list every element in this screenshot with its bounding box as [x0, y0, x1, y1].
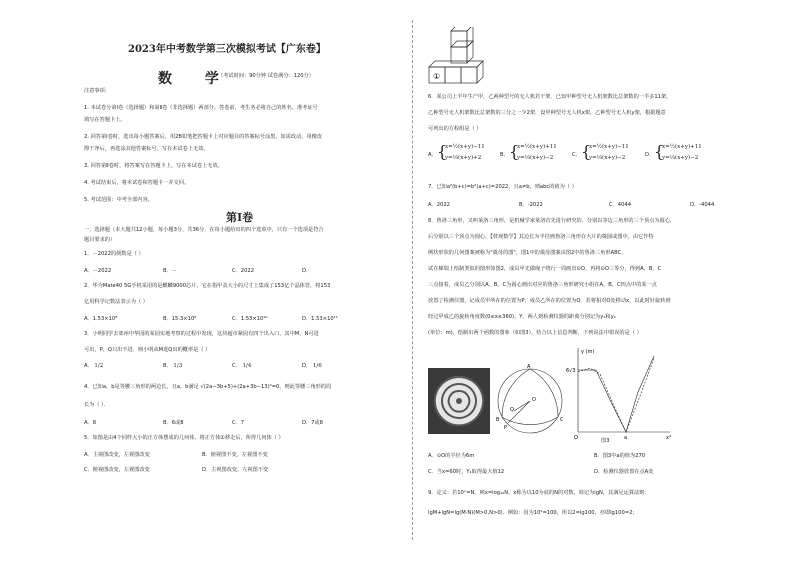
column-divider [412, 20, 413, 540]
q1-option-d: D． [302, 268, 312, 274]
q6-option-c-letter: C． [572, 152, 581, 158]
q7-option-d: D．-4044 [690, 202, 715, 208]
q3-option-b-label: B． [163, 363, 172, 369]
q6-option-d-letter: D． [645, 152, 655, 158]
q5-option-d: D．主视图改变，左视图不变 [202, 467, 269, 473]
q6-d-eq2: y=⅓(x+y)−2 [662, 155, 699, 161]
section-intro: 一、选择题（本大题共12小题，每小题3分，共36分．在每小题给出的四个选项中，只有一个选项是符合 [84, 227, 324, 233]
q6-system-brace: { [509, 142, 520, 161]
y-axis-label: y (m) [581, 349, 595, 355]
q3-option-c: C． 1/4 [232, 363, 252, 369]
q6-a-eq2: y=⅓(x+y)+2 [445, 155, 482, 161]
question-6-cont: 可列出的方程组是（ ） [428, 126, 482, 132]
q8-option-c: C．当x=60时，Y₁取得最大值12 [428, 469, 505, 475]
reuleaux-figure [494, 363, 566, 439]
q5-option-a: A．主视图改变，左视图改变 [84, 452, 150, 458]
note-line: 2. 回答第Ⅰ卷时，选出每小题答案后，用2B铅笔把答题卡上对应题目的答案标号涂黑。如需改动，用橡皮 [84, 134, 323, 140]
q3-option-a-label: A． [84, 363, 93, 369]
q5-option-b: B．俯视图不变，左视图不变 [202, 452, 268, 458]
note-line: 4. 考试结束后，将本试卷和答题卡一并交回。 [84, 180, 190, 186]
question-8-line: 后分别以三个顶点为圆心，【枕观数学】其边长为半径画鲁洛三角形在大片的奠圆或图中，由它作特 [428, 234, 654, 240]
label-b: B [496, 417, 500, 423]
q4-option-c: C．7 [232, 420, 245, 426]
q3-option-d: D． 1/6 [302, 363, 322, 369]
exam-title: 2023年中考数学第三次模拟考试【广东卷】 [128, 44, 326, 55]
q1-option-a: A．－2022 [84, 268, 112, 274]
q1-option-b: B．－ [163, 268, 177, 274]
q8-option-b: B．图3中a的值为270 [594, 453, 646, 459]
question-7: 7．已知a²(b+c)=b²(a+c)=2022，且a≠b，则abc的值为（ ） [428, 184, 577, 190]
question-8-line: 三点接着，成员乙分别以A，B，C为圆心画出对应的鲁洛三角形研究小组在A，B，C四点中的某一点 [428, 282, 657, 288]
question-9: 9．定义：若10ˣ=N，则x=log₁₀N，x称为以10为底的N的对数，简记为lgN，其满足运算法则： [428, 490, 650, 496]
question-1: 1．－2022的倒数是（ ） [84, 251, 144, 257]
q2-option-c: C．1.53×10¹⁰ [232, 316, 268, 322]
section-heading: 第Ⅰ卷 [226, 211, 254, 224]
q6-system-brace: { [654, 142, 665, 161]
q7-option-a: A．2022 [428, 202, 450, 208]
y-tick-label: 6√3 [566, 368, 576, 374]
question-8-line: (单位：m)，绘制出两个函数的图象（如图3），结合以上信息判断，下列说法中错误的是（ ） [428, 330, 642, 336]
q6-option-b-letter: B． [500, 152, 509, 158]
question-8-line: 例状形状的几何图案被称为"奠母的图"，图1中的奠母图案由图2中的鲁洛三角形ABC， [428, 250, 627, 256]
q6-a-eq1: x=½(x+y)−11 [445, 144, 485, 150]
a-tick-label: a [624, 435, 628, 441]
subject-title: 数 学 [158, 71, 233, 87]
q7-option-c: C．4044 [609, 202, 632, 208]
q1-option-c: C．2022 [232, 268, 255, 274]
label-q: Q [510, 407, 514, 413]
label-p: P [504, 425, 508, 431]
q8-option-a: A．⊙O的半径为6m [428, 453, 475, 459]
question-4: 4．已知a，b是等腰三角形的两边长，且a，b满足 √(2a−3b+5)+(2a+3b−13)²=0，则此等腰三角形的周 [84, 384, 332, 390]
q6-c-eq2: y=⅓(x+y)−2 [589, 155, 626, 161]
cube-marker: ① [433, 72, 441, 81]
q3-option-a: A． 1/2 [84, 363, 104, 369]
question-3-cont: 可出，P、Q只出不进．则小明从M进Q出的概率是（ ） [84, 347, 211, 353]
q3-option-d-label: D． [302, 363, 312, 369]
question-8: 8．鲁洛三角形，又叫莱洛三角形，是机械学家莱洛首先进行研究的．分别以等边三角形的三个顶点为圆心， [428, 218, 676, 224]
q6-b-eq2: y=⅓(x+y)−2 [517, 155, 554, 161]
question-5: 5．如图是由4个同样大小的正方体摆成的几何体，将正方体①移走后，所得几何体（ ） [84, 435, 284, 441]
q5-option-c: C．俯视图改变，左视图改变 [84, 467, 150, 473]
rose-figure [428, 368, 490, 434]
q6-d-eq1: x=½(x+y)+11 [662, 144, 702, 150]
q8-option-d: D．检测仪器放置在点A处 [594, 469, 654, 475]
q6-b-eq1: x=½(x+y)+11 [517, 144, 557, 150]
question-2: 2．华为Mate40 5G手机采用的是麒麟9000芯片，它在指甲盖大小的尺寸上集成了153亿个晶体管，将153 [84, 283, 331, 289]
label-c: C [560, 417, 564, 423]
label-o: O [532, 397, 536, 403]
q6-system-brace: { [437, 142, 448, 161]
q2-option-a: A．1.53×10⁸ [84, 316, 118, 322]
question-3: 3．小明同学去郊州中华园的某园实地考察的过程中发现，这块超市紧园有四个出入口，其中M、N可进 [84, 331, 319, 337]
q6-option-a-letter: A． [428, 152, 437, 158]
exam-info: （考试时间：90分钟 试卷满分：120分） [218, 73, 314, 79]
origin-label: O [574, 435, 578, 441]
function-graph [566, 344, 676, 444]
note-line: 1. 本试卷分第Ⅰ卷（选择题）和第Ⅱ卷（非选择题）两部分。答卷前，考生务必将自己的姓名、准考证号 [84, 105, 318, 111]
question-8-line: 放置了检测仪器，记成员甲所在的位置为P，成员乙所在的位置为Q．若将相对O处移动x，以此时针旋转到 [428, 298, 671, 304]
label-a: A [527, 364, 531, 370]
q4-option-d: D．7或8 [302, 420, 323, 426]
q6-c-eq1: x=½(x+y)−11 [589, 144, 629, 150]
section-intro: 题目要求的） [84, 237, 116, 243]
q3-option-b: B． 1/3 [163, 363, 183, 369]
question-2-cont: 亿用科学记数法表示为（ ） [84, 299, 148, 305]
q2-option-d: D．1.53×10¹¹ [302, 316, 338, 322]
question-6: 6．某公司上半年生产甲，乙两种型号的无人机若干架．已知甲种型号无人机架数比总架数的一半多11架， [428, 94, 672, 100]
q4-option-b: B．6或8 [163, 420, 184, 426]
q2-option-b: B．15.3×10⁸ [163, 316, 197, 322]
q4-option-a: A．8 [84, 420, 97, 426]
question-8-line: 试在梯瑞上绘制类似的图形如图2，成员甲先做绳子绕行一周画出⊙O，再将⊙O三等分，得到A，B，C [428, 266, 662, 272]
question-9-cont: lgM+lgN=lg(M·N)(M>0,N>0)．例如：因为10²=100，所以2=lg100，亦即lg100=2； [428, 510, 638, 516]
fig3-caption: 图3 [601, 438, 610, 444]
q7-option-b: B．-2022 [519, 202, 543, 208]
cube-figure [427, 27, 487, 85]
question-6-cont: 乙种型号无人机架数比总架数的三分之一少2架．设甲种型号无人机x架，乙种型号无人机y架，根据题意 [428, 110, 666, 116]
note-line: 填写在答题卡上。 [84, 117, 126, 123]
note-line: 5. 考试范围：中考全部内容。 [84, 197, 153, 203]
note-line: 擦干净后，再选涂其他答案标号。写在本试卷上无效。 [84, 146, 209, 152]
note-line: 3. 回答第Ⅱ卷时，将答案写在答题卡上。写在本试卷上无效。 [84, 163, 223, 169]
q6-system-brace: { [581, 142, 592, 161]
q3-option-c-label: C． [232, 363, 241, 369]
question-8-line: 经过甲成乙的旋转角度数(0≤x≤360)，Y，两人到检测仪器的距离分别记为y₁和y₂ [428, 314, 616, 320]
question-4-cont: 长为（ ）． [84, 402, 109, 408]
notes-heading: 注意事项： [84, 88, 110, 94]
x-axis-label: x° [666, 435, 672, 441]
